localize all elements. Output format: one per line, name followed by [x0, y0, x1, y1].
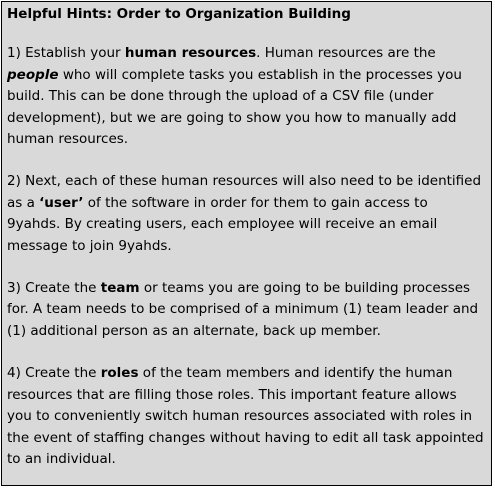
step-3-text-a: 3) Create the — [7, 280, 101, 297]
step-2-paragraph — [7, 171, 485, 257]
step-3-bold-team: team — [100, 280, 140, 297]
step-3-paragraph — [7, 278, 485, 342]
step-1-bold-human-resources: human resources — [124, 45, 257, 62]
step-3-text-b: or teams you are going to be building processes for. A team needs to be comprised of a minimum (1) team leader and (1) additional person as an alternate, back up member. — [7, 280, 479, 339]
step-4-paragraph — [7, 363, 485, 470]
step-4-text-a: 4) Create the — [7, 365, 101, 382]
step-1-paragraph — [7, 43, 485, 150]
step-4-bold-roles: roles — [100, 365, 139, 382]
step-2-bold-user: ‘user’ — [39, 194, 84, 211]
step-4-text-b: of the team members and identify the human resources that are filling those roles. This important feature allows you to conveniently switch human resources associated with roles in the event of staffing changes without having to edit all task appointed to an individual. — [7, 365, 484, 467]
step-2-text-b: of the software in order for them to gain access to 9yahds. By creating users, each employee will receive an email message to join 9yahds. — [7, 194, 438, 254]
step-1-text-a: 1) Establish your — [7, 45, 125, 62]
step-1-emphasis-people: people — [7, 66, 59, 83]
hint-title: Helpful Hints: Order to Organization Building — [7, 6, 351, 22]
step-1-text-c: who will complete tasks you establish in the processes you build. This can be done through the upload of a CSV file (under development), but we are going to show you how to manually add human resources. — [7, 66, 462, 148]
step-2-text-a: 2) Next, each of these human resources will also need to be identified as a — [7, 173, 482, 211]
helpful-hints-box — [1, 1, 492, 486]
step-1-text-b: . Human resources are the — [256, 45, 436, 62]
